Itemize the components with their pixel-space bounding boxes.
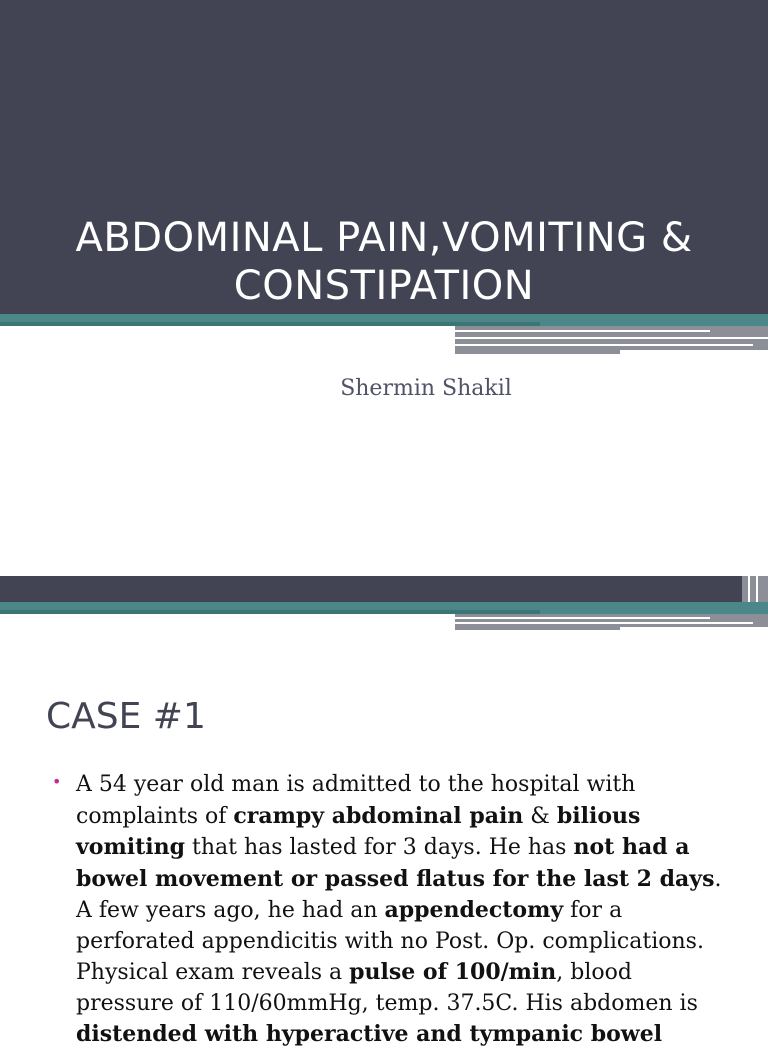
stripe-line <box>748 576 750 602</box>
stripe-line <box>620 350 768 354</box>
text-segment: & <box>523 803 557 829</box>
bold-text-segment: not had a bowel movement or passed flatus for the last 2 days <box>76 834 715 892</box>
bold-text-segment: bilious vomiting <box>76 802 641 860</box>
case-heading: CASE #1 <box>46 696 206 737</box>
text-segment: for a perforated appendicitis with no Post. Op. complications. Physical exam reveals a <box>76 898 704 985</box>
stripe-line <box>455 617 710 619</box>
stripe-line <box>455 330 710 332</box>
stripe-line <box>455 344 753 346</box>
author-name: Shermin Shakil <box>340 376 512 401</box>
text-segment: . A few years ago, he had an <box>76 866 722 923</box>
case-slide <box>0 576 768 1047</box>
bold-text-segment: appendectomy <box>384 897 564 923</box>
bold-text-segment: distended with hyperactive and tympanic bowel <box>76 1021 663 1047</box>
bold-text-segment: crampy abdominal pain <box>233 802 524 829</box>
bold-text-segment: pulse of 100/min <box>349 959 557 985</box>
stripe-line <box>756 576 758 602</box>
slide-header-bar <box>0 576 768 602</box>
stripe-line <box>455 337 768 339</box>
stripe-line <box>455 622 753 624</box>
slide-title-line2: CONSTIPATION <box>233 263 535 309</box>
text-segment: A 54 year old man is admitted to the hospital with complaints of <box>76 772 636 829</box>
stripe-line <box>620 627 768 630</box>
bullet-dot-icon: • <box>52 772 62 791</box>
text-segment: , blood pressure of 110/60mmHg, temp. 37.5C. His abdomen is <box>76 960 698 1016</box>
text-segment: that has lasted for 3 days. He has <box>185 835 574 860</box>
slide-title <box>20 214 748 310</box>
case-paragraph <box>76 770 726 1051</box>
gray-stripe-right <box>742 576 768 602</box>
slide-title-line1: ABDOMINAL PAIN,VOMITING & <box>75 215 693 261</box>
